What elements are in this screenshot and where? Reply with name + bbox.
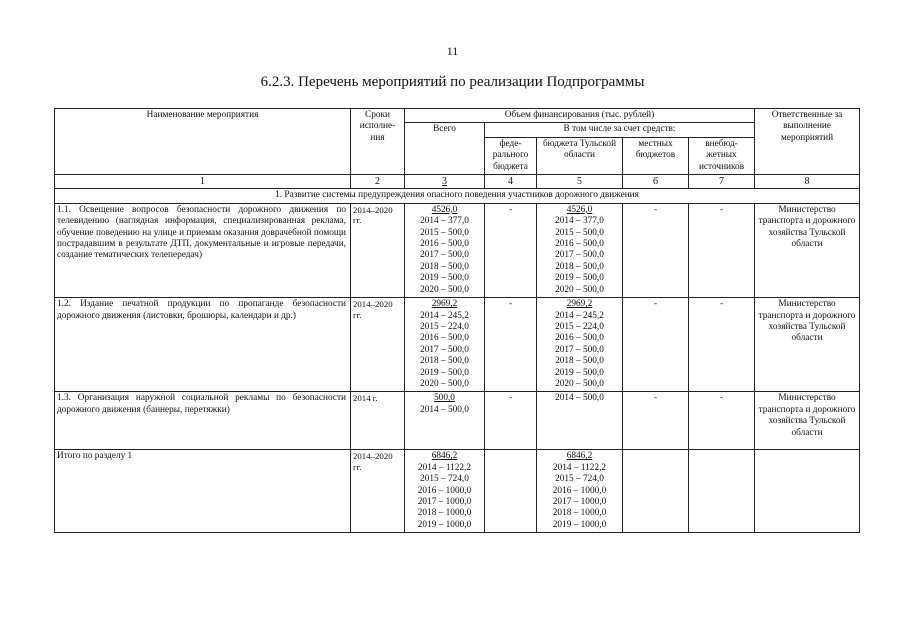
- regional-sum: 2969,2: [566, 299, 593, 310]
- year-value: 2017 – 1000,0: [417, 496, 472, 507]
- activity-name: 1.1. Освещение вопросов безопасности дорожного движения по телевидению (наглядная информация, специализированная реклама, обучение поведению на улице и приемам оказания доврачебной помощи пострадавшим в результате ДТП, документальные и игровые передачи, создание тематических телепередач): [55, 203, 351, 297]
- total-row: [55, 450, 860, 533]
- year-value: 2020 – 500,0: [555, 378, 604, 389]
- responsible-cell: [755, 450, 860, 533]
- year-value: 2014 – 500,0: [555, 393, 604, 404]
- year-value: 2018 – 500,0: [555, 261, 604, 272]
- year-value: 2016 – 500,0: [420, 333, 469, 344]
- year-value: 2017 – 1000,0: [552, 496, 607, 507]
- table-row: [55, 298, 860, 392]
- regional-sum: 4526,0: [566, 204, 593, 215]
- regional-cell: [537, 298, 623, 392]
- activities-table: [54, 108, 860, 533]
- year-value: 2016 – 1000,0: [417, 485, 472, 496]
- activity-term: 2014–2020 гг.: [351, 203, 405, 297]
- year-value: 2016 – 1000,0: [552, 485, 607, 496]
- page-title: 6.2.3. Перечень мероприятий по реализации Подпрограммы: [260, 74, 645, 90]
- activity-term: 2014–2020 гг.: [351, 298, 405, 392]
- year-value: 2014 – 245,2: [420, 310, 469, 321]
- extrabudget-cell: -: [689, 392, 755, 450]
- local-cell: -: [623, 203, 689, 297]
- total-cell: [405, 298, 485, 392]
- year-value: 2015 – 500,0: [420, 227, 469, 238]
- regional-cell: [537, 450, 623, 533]
- year-value: 2016 – 500,0: [420, 239, 469, 250]
- section-title: 1. Развитие системы предупреждения опасного поведения участников дорожного движения: [55, 189, 860, 203]
- year-value: 2018 – 500,0: [420, 356, 469, 367]
- header-regional: бюджета Тульской области: [537, 137, 623, 174]
- header-local: местных бюджетов: [623, 137, 689, 174]
- extrabudget-cell: -: [689, 203, 755, 297]
- column-number: 5: [537, 175, 623, 189]
- extrabudget-cell: [689, 450, 755, 533]
- activity-term: 2014 г.: [351, 392, 405, 450]
- header-terms: Сроки исполне-ния: [351, 109, 405, 175]
- year-value: 2019 – 500,0: [420, 273, 469, 284]
- year-value: 2017 – 500,0: [420, 250, 469, 261]
- year-value: 2019 – 500,0: [420, 367, 469, 378]
- regional-sum: 6846,2: [566, 451, 593, 462]
- responsible-cell: Министерство транспорта и дорожного хозяйства Тульской области: [755, 203, 860, 297]
- year-value: 2017 – 500,0: [555, 344, 604, 355]
- year-value: 2018 – 1000,0: [552, 508, 607, 519]
- activity-name: 1.2. Издание печатной продукции по пропаганде безопасности дорожного движения (листовки, брошюры, календари и др.): [55, 298, 351, 392]
- header-including: В том числе за счет средств:: [485, 123, 755, 137]
- activity-name: Итого по разделу 1: [55, 450, 351, 533]
- activity-term: 2014–2020 гг.: [351, 450, 405, 533]
- header-funding: Объем финансирования (тыс. рублей): [405, 109, 755, 123]
- year-value: 2017 – 500,0: [420, 344, 469, 355]
- local-cell: -: [623, 392, 689, 450]
- regional-cell: [537, 203, 623, 297]
- year-value: 2019 – 1000,0: [552, 519, 607, 530]
- column-number: 8: [755, 175, 860, 189]
- year-value: 2019 – 1000,0: [417, 519, 472, 530]
- total-cell: [405, 450, 485, 533]
- year-value: 2015 – 224,0: [555, 321, 604, 332]
- total-cell: [405, 392, 485, 450]
- table-row: [55, 392, 860, 450]
- year-value: 2014 – 377,0: [555, 216, 604, 227]
- year-value: 2015 – 724,0: [420, 474, 469, 485]
- header-total: Всего: [405, 123, 485, 175]
- year-value: 2020 – 500,0: [420, 284, 469, 295]
- federal-cell: -: [485, 203, 537, 297]
- federal-cell: -: [485, 298, 537, 392]
- total-sum: 4526,0: [431, 204, 458, 215]
- total-sum: 2969,2: [431, 299, 458, 310]
- local-cell: [623, 450, 689, 533]
- year-value: 2014 – 500,0: [420, 404, 469, 415]
- year-value: 2016 – 500,0: [555, 333, 604, 344]
- total-cell: [405, 203, 485, 297]
- federal-cell: -: [485, 392, 537, 450]
- activity-name: 1.3. Организация наружной социальной рекламы по безопасности дорожного движения (баннеры, перетяжки): [55, 392, 351, 450]
- responsible-cell: Министерство транспорта и дорожного хозяйства Тульской области: [755, 392, 860, 450]
- responsible-cell: Министерство транспорта и дорожного хозяйства Тульской области: [755, 298, 860, 392]
- year-value: 2014 – 377,0: [420, 216, 469, 227]
- year-value: 2019 – 500,0: [555, 367, 604, 378]
- local-cell: -: [623, 298, 689, 392]
- year-value: 2018 – 1000,0: [417, 508, 472, 519]
- column-number: 3: [405, 175, 485, 189]
- year-value: 2017 – 500,0: [555, 250, 604, 261]
- column-number: 1: [55, 175, 351, 189]
- header-responsible: Ответственные за выполнение мероприятий: [755, 109, 860, 175]
- year-value: 2019 – 500,0: [555, 273, 604, 284]
- year-value: 2016 – 500,0: [555, 239, 604, 250]
- column-number: 2: [351, 175, 405, 189]
- page-number: 11: [446, 44, 459, 58]
- extrabudget-cell: -: [689, 298, 755, 392]
- column-number: 7: [689, 175, 755, 189]
- year-value: 2018 – 500,0: [555, 356, 604, 367]
- year-value: 2015 – 224,0: [420, 321, 469, 332]
- year-value: 2020 – 500,0: [420, 378, 469, 389]
- regional-cell: [537, 392, 623, 450]
- year-value: 2018 – 500,0: [420, 261, 469, 272]
- total-sum: 500,0: [434, 393, 455, 404]
- column-numbers-row: [55, 175, 860, 189]
- table-row: [55, 203, 860, 297]
- year-value: 2014 – 1122,2: [552, 462, 607, 473]
- column-number: 4: [485, 175, 537, 189]
- year-value: 2014 – 1122,2: [417, 462, 472, 473]
- year-value: 2015 – 500,0: [555, 227, 604, 238]
- total-sum: 6846,2: [431, 451, 458, 462]
- header-federal: феде-рального бюджета: [485, 137, 537, 174]
- header-extrabudget: внебюд-жетных источников: [689, 137, 755, 174]
- federal-cell: [485, 450, 537, 533]
- year-value: 2020 – 500,0: [555, 284, 604, 295]
- column-number: 6: [623, 175, 689, 189]
- year-value: 2015 – 724,0: [555, 474, 604, 485]
- year-value: 2014 – 245,2: [555, 310, 604, 321]
- header-name: Наименование мероприятия: [55, 109, 351, 175]
